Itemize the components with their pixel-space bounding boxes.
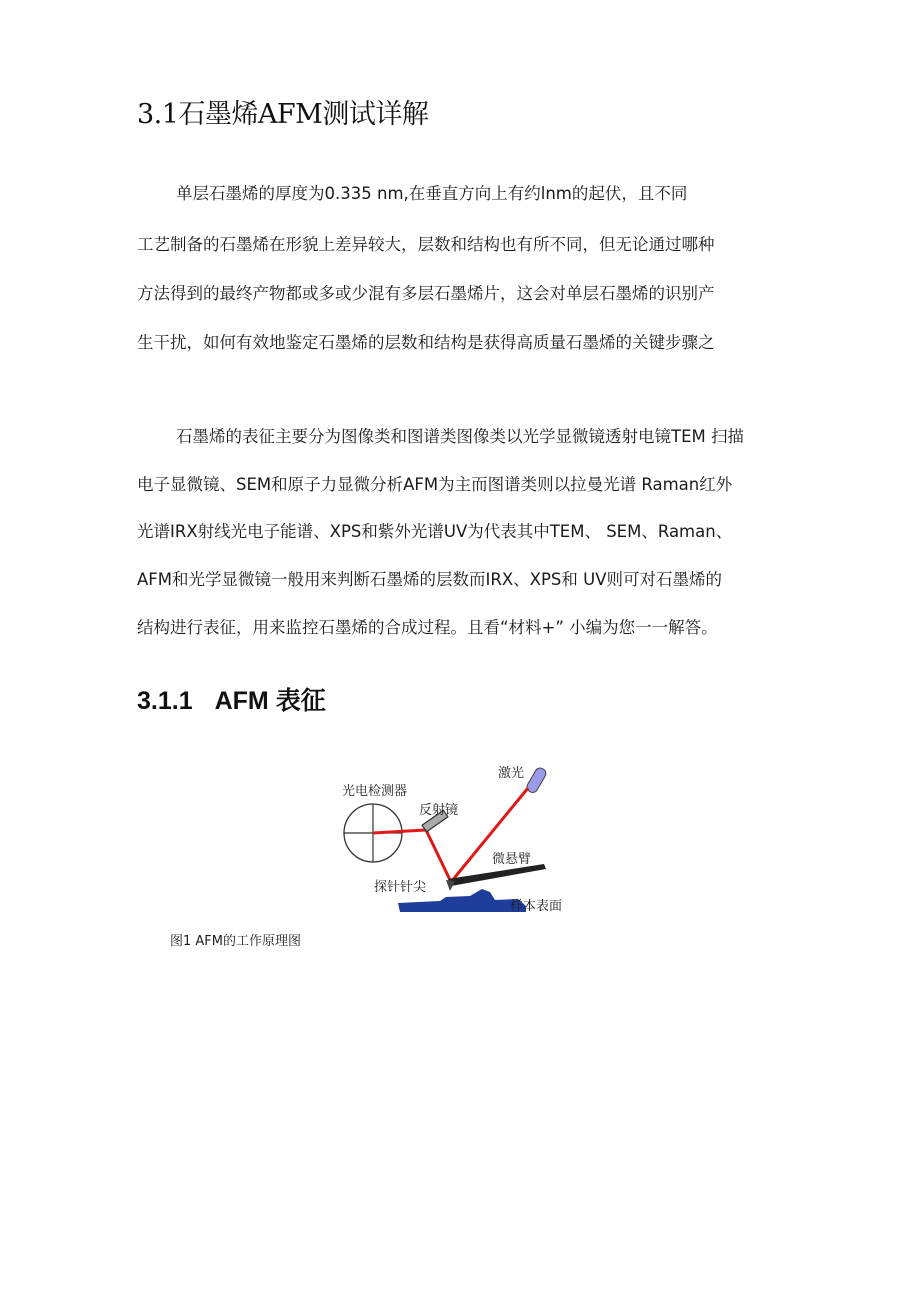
page-title: 3.1石墨烯AFM测试详解 — [137, 99, 429, 130]
label-laser: 激光 — [498, 766, 525, 781]
paragraph-1-line-3: 方法得到的最终产物都或多或少混有多层石墨烯片，这会对单层石墨烯的识别产 — [137, 284, 715, 303]
section-number: 3.1.1 — [137, 687, 193, 715]
paragraph-2-line-3: 光谱IRX射线光电子能谱、XPS和紫外光谱UV为代表其中TEM、 SEM、Raman、 — [137, 522, 733, 541]
label-detector: 光电检测器 — [342, 784, 408, 799]
paragraph-2-line-4: AFM和光学显微镜一般用来判断石墨烯的层数而IRX、XPS和 UV则可对石墨烯的 — [137, 570, 722, 589]
label-tip: 探针针尖 — [374, 880, 427, 895]
section-title: AFM 表征 — [214, 687, 326, 715]
figure-caption: 图1 AFM的工作原理图 — [170, 934, 301, 949]
paragraph-1-line-2: 工艺制备的石墨烯在形貌上差异较大，层数和结构也有所不同，但无论通过哪种 — [137, 235, 715, 254]
laser-source-icon — [525, 766, 548, 794]
label-sample: 样本表面 — [510, 899, 563, 914]
paragraph-1-line-1: 单层石墨烯的厚度为0.335 nm,在垂直方向上有约lnm的起伏，且不同 — [176, 184, 688, 203]
section-heading — [137, 681, 326, 717]
paragraph-2-line-5: 结构进行表征，用来监控石墨烯的合成过程。且看“材料+” 小编为您一一解答。 — [137, 618, 718, 637]
label-mirror: 反射镜 — [419, 803, 459, 818]
paragraph-1-line-4: 生干扰，如何有效地鉴定石墨烯的层数和结构是获得高质量石墨烯的关键步骤之 — [137, 333, 715, 352]
paragraph-2-line-1: 石墨烯的表征主要分为图像类和图谱类图像类以光学显微镜透射电镜TEM 扫描 — [176, 427, 744, 446]
paragraph-2-line-2: 电子显微镜、SEM和原子力显微分析AFM为主而图谱类则以拉曼光谱 Raman红外 — [137, 475, 733, 494]
afm-diagram — [330, 755, 590, 935]
label-cantilever: 微悬臂 — [492, 852, 532, 867]
